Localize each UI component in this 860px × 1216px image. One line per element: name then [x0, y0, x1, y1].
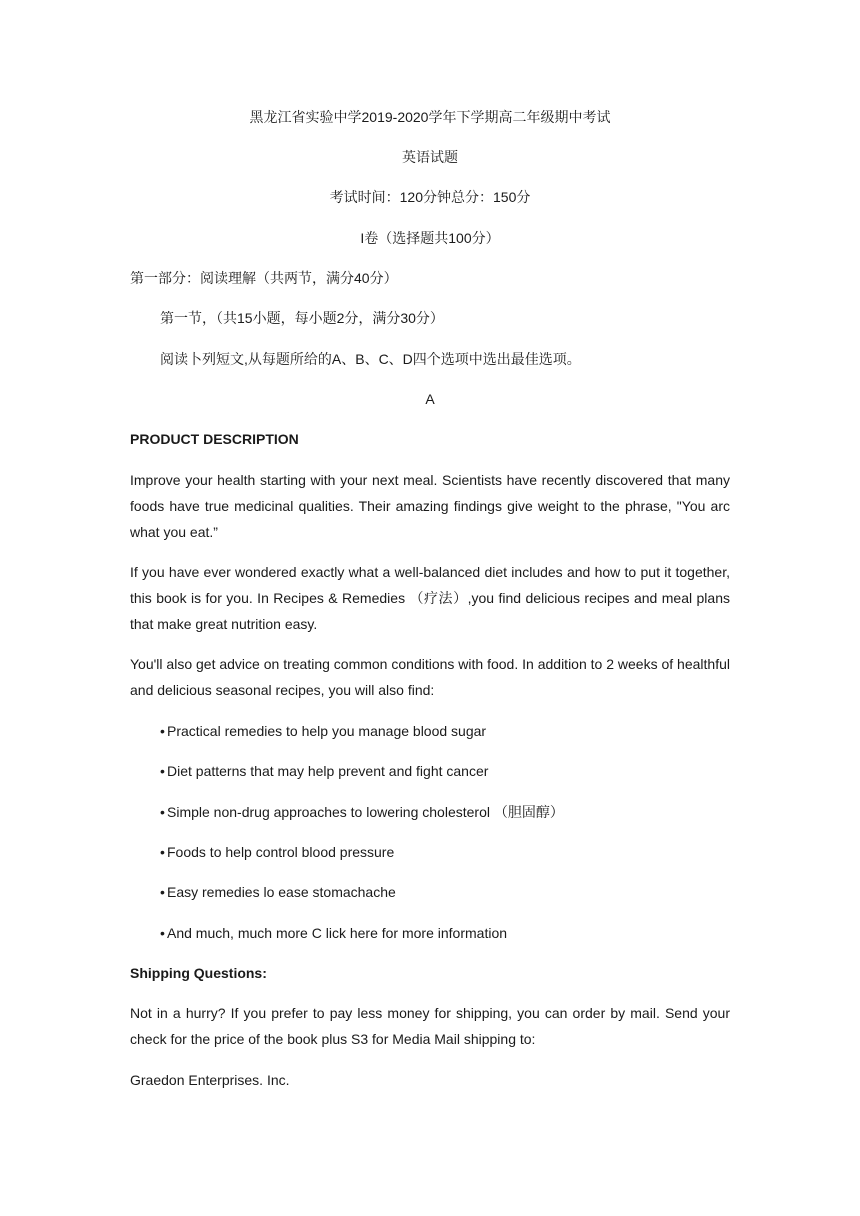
exam-info: 考试时间：120分钟总分：150分 — [329, 189, 531, 205]
bullet-icon: • — [160, 763, 165, 779]
part-one-heading: 第一部分：阅读理解（共两节，满分40分） — [130, 270, 398, 286]
school-title: 黑龙江省实验中学2019-2020学年下学期高二年级期中考试 — [249, 109, 611, 125]
list-item-text: Foods to help control blood pressure — [167, 844, 395, 860]
list-item — [160, 758, 488, 784]
bullet-icon: • — [160, 925, 165, 941]
bullet-icon: • — [160, 723, 165, 739]
volume-title: I卷（选择题共100分） — [360, 230, 500, 246]
paragraph-shipping: Not in a hurry? If you prefer to pay less money for shipping, you can order by mail. Send your check for the price of the book plus S3 for Media Mail shipping to: — [130, 1005, 730, 1047]
shipping-questions-heading: Shipping Questions: — [130, 965, 267, 981]
list-item-text: Simple non-drug approaches to lowering cholesterol （胆固醇） — [167, 804, 564, 820]
list-item — [160, 839, 394, 865]
bullet-icon: • — [160, 884, 165, 900]
list-item — [160, 879, 396, 905]
address-line: Graedon Enterprises. Inc. — [130, 1072, 290, 1088]
paragraph-intro: Improve your health starting with your next meal. Scientists have recently discovered that many foods have true medicinal qualities. Their amazing findings give weight to the phrase, "You arc what you eat.” — [130, 472, 730, 540]
reading-instruction: 阅读卜列短文,从每题所给的A、B、C、D四个选项中选出最佳选项。 — [160, 351, 581, 367]
product-description-heading: PRODUCT DESCRIPTION — [130, 431, 299, 447]
list-item-text: Practical remedies to help you manage blood sugar — [167, 723, 487, 739]
list-item — [160, 920, 507, 946]
paragraph-advice: You'll also get advice on treating common conditions with food. In addition to 2 weeks of healthful and delicious seasonal recipes, you will also find: — [130, 656, 730, 698]
list-item-text: Easy remedies lo ease stomachache — [167, 884, 396, 900]
list-item-text: And much, much more C lick here for more information — [167, 925, 508, 941]
subject-title: 英语试题 — [402, 149, 458, 165]
list-item-text: Diet patterns that may help prevent and fight cancer — [167, 763, 489, 779]
section-one-heading: 第一节，（共15小题，每小题2分，满分30分） — [160, 310, 444, 326]
passage-label: A — [425, 391, 435, 407]
list-item — [160, 799, 564, 825]
paragraph-diet: If you have ever wondered exactly what a well-balanced diet includes and how to put it together, this book is for you. In Recipes & Remedies （疗法）,you find delicious recipes and meal plans that make great nutrition easy. — [130, 564, 730, 632]
list-item — [160, 718, 486, 744]
bullet-icon: • — [160, 844, 165, 860]
bullet-icon: • — [160, 804, 165, 820]
